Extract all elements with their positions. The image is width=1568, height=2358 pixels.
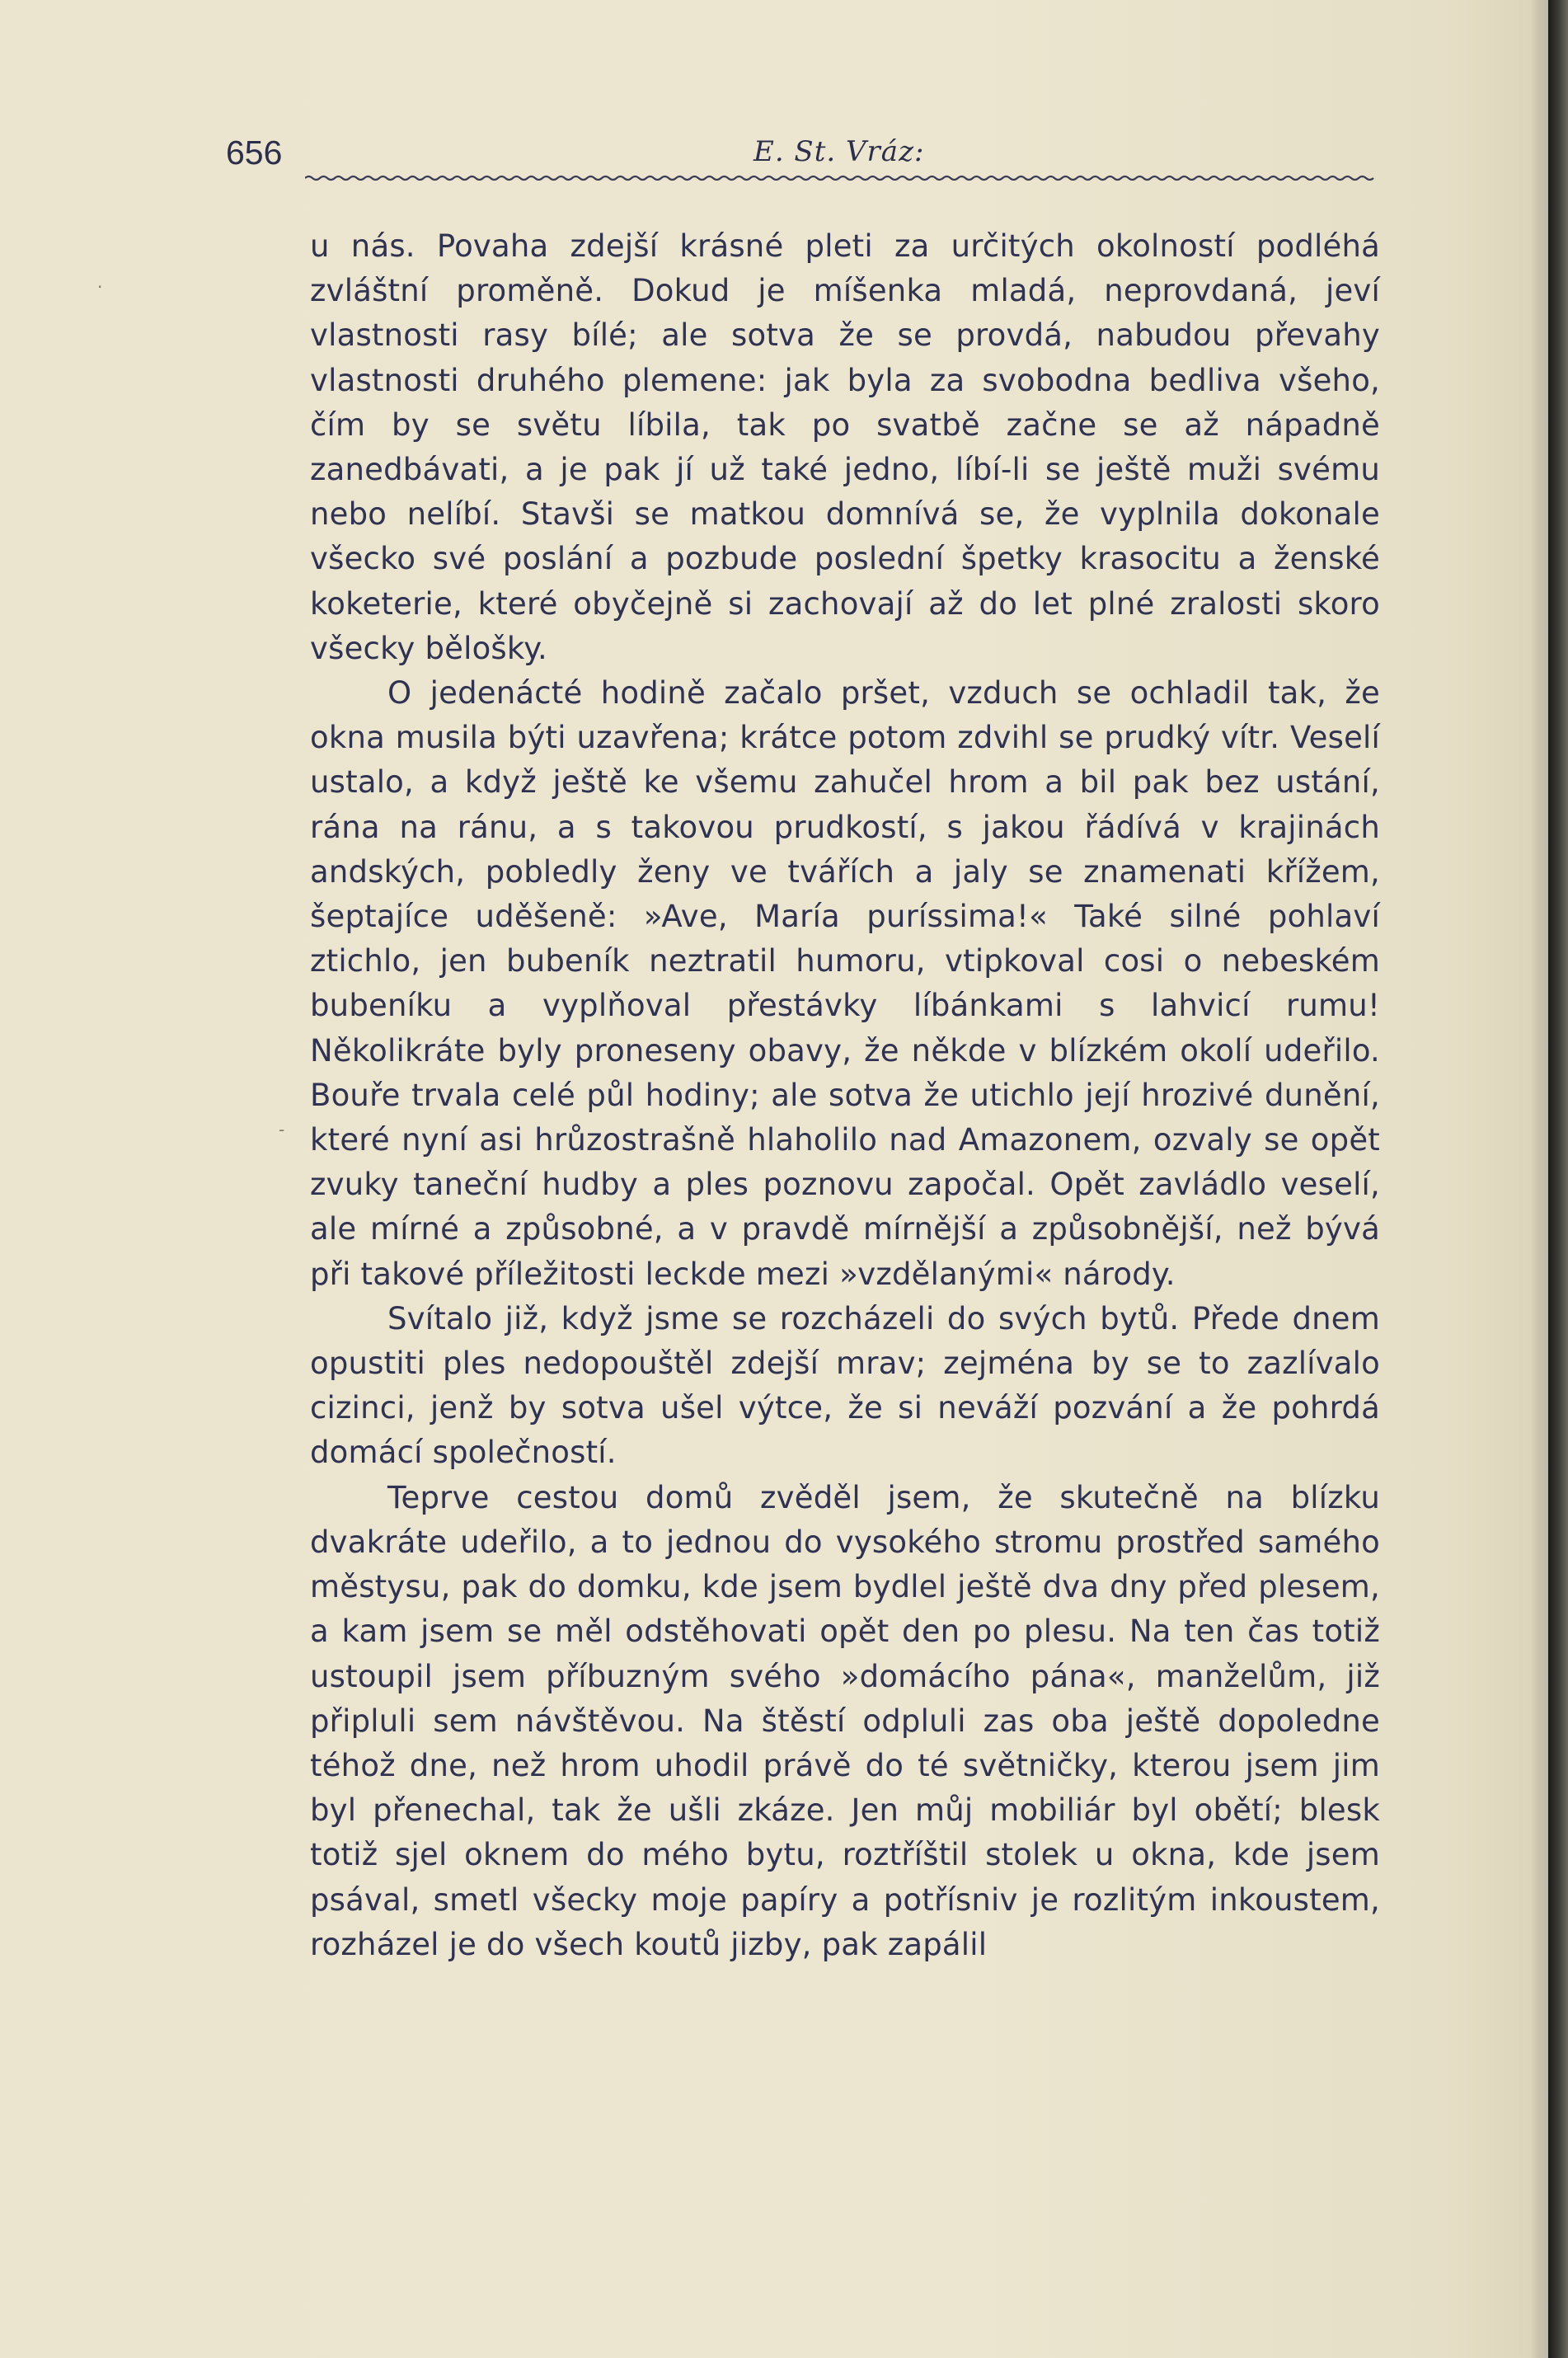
- page-edge-shadow: [1530, 0, 1548, 2358]
- page-number: 656: [226, 134, 283, 171]
- paragraph: O jedenácté hodině začalo pršet, vzduch se ochladil tak, že okna musila býti uzavřena; krátce potom zdvihl se prudký vítr. Veselí ustalo, a když ještě ke všemu zahučel hrom a bil pak bez ustání, rána na ránu, a s takovou prudkostí, s jakou řádívá v krajinách andských, pobledly ženy ve tvářích a jaly se znamenati křížem, šeptajíce uděšeně: »Ave, María puríssima!« Také silné pohlaví ztichlo, jen bubeník neztratil humoru, vtipkoval cosi o nebeském bubeníku a vyplňoval přestávky líbánkami s lahvicí rumu! Několikráte byly proneseny obavy, že někde v blízkém okolí udeřilo. Bouře trvala celé půl hodiny; ale sotva že utichlo její hrozivé dunění, které nyní asi hrůzostrašně hlaholilo nad Amazonem, ozvaly se opět zvuky taneční hudby a ples poznovu započal. Opět zavládlo veselí, ale mírné a způsobné, a v pravdě mírnější a způsobnější, než bývá při takové příležitosti leckde mezi »vzdělanými« národy.: [310, 675, 1380, 1292]
- running-head: E. St. Vráz:: [753, 135, 925, 168]
- paragraph: u nás. Povaha zdejší krásné pleti za určitých okolností podléhá zvláštní proměně. Dokud je míšenka mladá, neprovdaná, jeví vlastnosti rasy bílé; ale sotva že se provdá, nabudou převahy vlastnosti druhého plemene: jak byla za svobodna bedliva všeho, čím by se světu líbila, tak po svatbě začne se až nápadně zanedbávati, a je pak jí už také jedno, líbí-li se ještě muži svému nebo nelíbí. Stavši se matkou domnívá se, že vyplnila dokonale všecko své poslání a pozbude poslední špetky krasocitu a ženské koketerie, které obyčejně si zachovají až do let plné zralosti skoro všecky bělošky.: [310, 228, 1380, 666]
- wavy-header-rule: [305, 173, 1375, 183]
- paragraph: Svítalo již, když jsme se rozcházeli do svých bytů. Přede dnem opustiti ples nedopouštěl zdejší mrav; zejména by se to zazlívalo cizinci, jenž by sotva ušel výtce, že si neváží pozvání a že pohrdá domácí společností.: [310, 1300, 1380, 1471]
- margin-speck: -: [279, 1120, 285, 1139]
- margin-speck: ·: [97, 277, 103, 297]
- paragraph: Teprve cestou domů zvěděl jsem, že skutečně na blízku dvakráte udeřilo, a to jednou do vysokého stromu prostřed samého městysu, pak do domku, kde jsem bydlel ještě dva dny před plesem, a kam jsem se měl odstěhovati opět den po plesu. Na ten čas totiž ustoupil jsem příbuzným svého »domácího pána«, manželům, již připluli sem návštěvou. Na štěstí odpluli zas oba ještě dopoledne téhož dne, než hrom uhodil právě do té světničky, kterou jsem jim byl přenechal, tak že ušli zkáze. Jen můj mobiliár byl obětí; blesk totiž sjel oknem do mého bytu, roztříštil stolek u okna, kde jsem psával, smetl všecky moje papíry a potřísniv je rozlitým inkoustem, rozházel je do všech koutů jizby, pak zapálil: [310, 1479, 1380, 1962]
- book-spine-edge: [1548, 0, 1568, 2358]
- page-header: [226, 134, 1375, 191]
- body-text: [310, 224, 1380, 1967]
